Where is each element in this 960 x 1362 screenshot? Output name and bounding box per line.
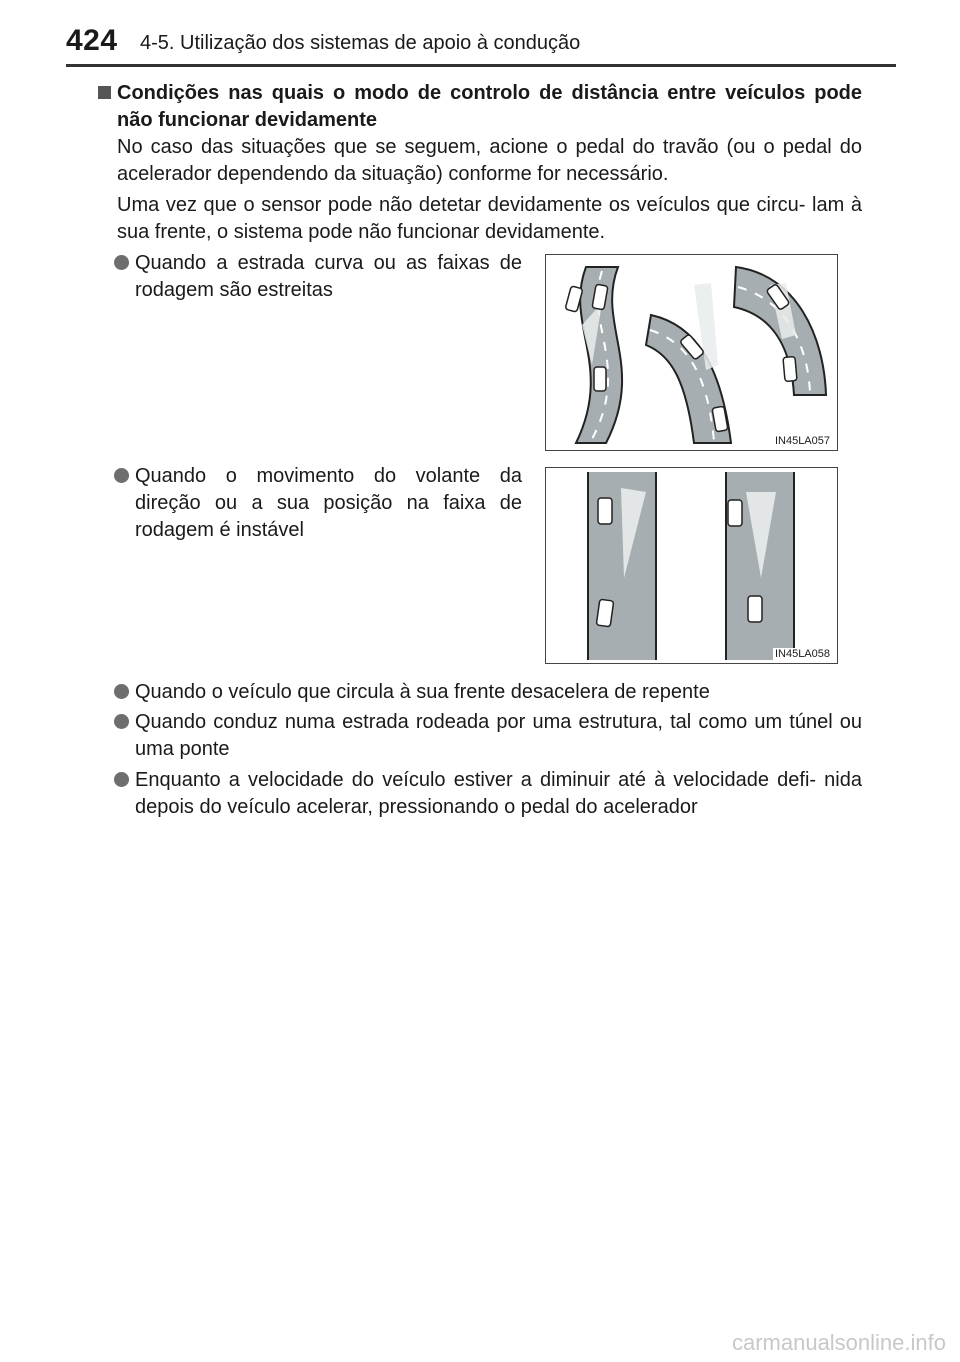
bullet-text: Quando o veículo que circula à sua frente desacelera de repente xyxy=(135,681,710,703)
page-number: 424 xyxy=(66,24,118,57)
intro-paragraph: No caso das situações que se seguem, acione o pedal do travão (ou o pedal do acelerador dependendo da situação) conforme for necessário. xyxy=(117,136,862,185)
bullet-item xyxy=(114,463,522,544)
square-bullet-icon xyxy=(98,86,111,99)
bullet-dot-icon xyxy=(114,684,129,699)
bullet-item xyxy=(114,767,862,821)
curved-road-illustration xyxy=(546,255,837,450)
section-heading xyxy=(98,80,862,134)
section-title: Condições nas quais o modo de controlo de distância entre veículos pode não funcionar devidamente xyxy=(117,82,862,131)
bullet-item xyxy=(114,709,862,763)
chapter-title: 4-5. Utilização dos sistemas de apoio à condução xyxy=(140,32,581,54)
figure-curved-road xyxy=(545,254,838,451)
watermark: carmanualsonline.info xyxy=(731,1330,946,1355)
bullet-dot-icon xyxy=(114,714,129,729)
figure-code: IN45LA057 xyxy=(774,435,830,447)
figure-code: IN45LA058 xyxy=(774,648,830,660)
figure-straight-lane xyxy=(545,467,838,664)
bullet-text: Quando a estrada curva ou as faixas de rodagem são estreitas xyxy=(135,252,522,301)
bullet-text: Enquanto a velocidade do veículo estiver a diminuir até à velocidade defi- nida depois do veículo acelerar, pressionando o pedal do acelerador xyxy=(135,769,862,818)
sensor-paragraph: Uma vez que o sensor pode não detetar devidamente os veículos que circu- lam à sua frente, o sistema pode não funcionar devidamente. xyxy=(117,194,862,243)
bullet-dot-icon xyxy=(114,255,129,270)
bullet-item xyxy=(114,250,522,304)
bullet-text: Quando conduz numa estrada rodeada por uma estrutura, tal como um túnel ou uma ponte xyxy=(135,711,862,760)
bullet-item xyxy=(114,679,862,706)
bullet-text: Quando o movimento do volante da direção ou a sua posição na faixa de rodagem é instável xyxy=(135,465,522,541)
bullet-dot-icon xyxy=(114,772,129,787)
straight-lane-illustration xyxy=(546,468,837,663)
header-rule xyxy=(66,64,896,67)
bullet-dot-icon xyxy=(114,468,129,483)
page-header xyxy=(0,0,960,70)
